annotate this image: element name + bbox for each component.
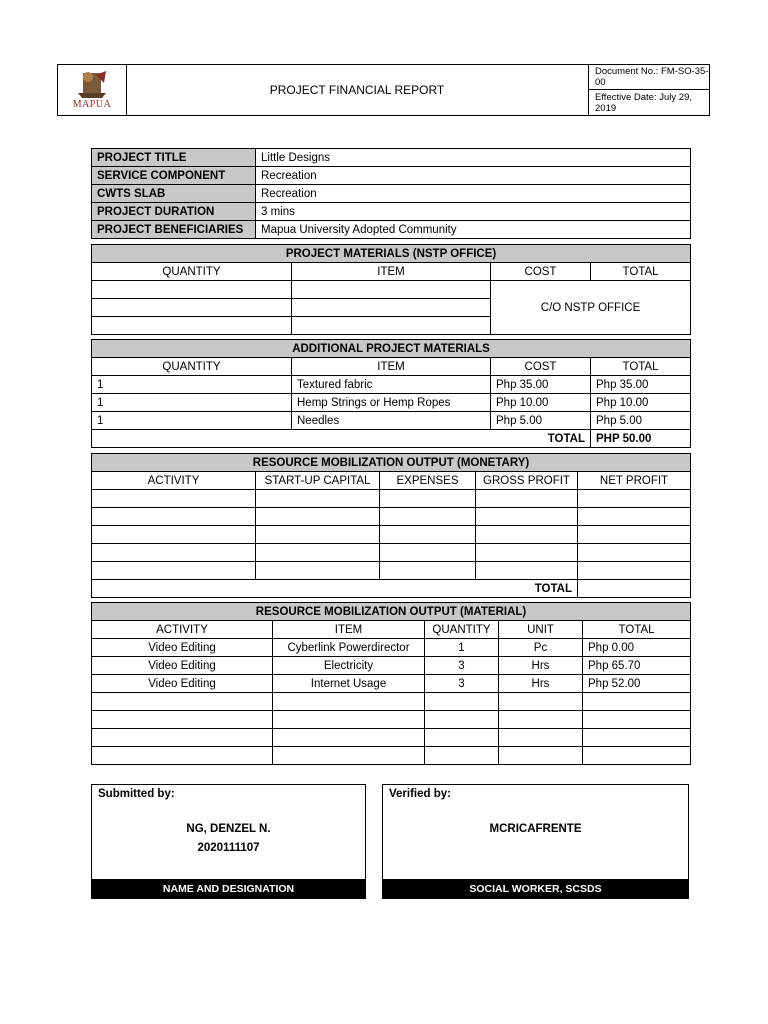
table-row [92,729,691,747]
total-value [578,580,691,598]
table-row [92,562,691,580]
table-row [92,490,691,508]
value-project-title: Little Designs [256,149,691,167]
unit-cell: Hrs [499,675,583,693]
table-cell [292,299,491,317]
column-header: QUANTITY [92,358,292,376]
section-title: RESOURCE MOBILIZATION OUTPUT (MATERIAL) [92,603,691,621]
table-row [92,508,691,526]
column-header: UNIT [499,621,583,639]
activity-cell: Video Editing [92,639,273,657]
table-row [92,747,691,765]
value-service-component: Recreation [256,167,691,185]
item-cell: Internet Usage [273,675,425,693]
table-row [92,412,691,430]
verifier-name: MCRICAFRENTE [489,823,582,835]
cost-cell: Php 10.00 [491,394,591,412]
column-header: ITEM [292,263,491,281]
label-project-duration: PROJECT DURATION [92,203,256,221]
item-cell: Textured fabric [292,376,491,394]
column-header: ITEM [292,358,491,376]
column-header: ITEM [273,621,425,639]
label-project-title: PROJECT TITLE [92,149,256,167]
unit-cell: Pc [499,639,583,657]
submitted-by-box [91,784,366,899]
document-meta [588,65,710,115]
activity-cell: Video Editing [92,675,273,693]
qty-cell: 3 [425,675,499,693]
section-title: ADDITIONAL PROJECT MATERIALS [92,340,691,358]
table-row [92,376,691,394]
item-cell: Cyberlink Powerdirector [273,639,425,657]
table-row [92,394,691,412]
qty-cell: 1 [425,639,499,657]
total-label: TOTAL [92,430,591,448]
column-header: QUANTITY [425,621,499,639]
column-header: TOTAL [591,358,691,376]
report-title: PROJECT FINANCIAL REPORT [269,83,445,97]
section-title: PROJECT MATERIALS (NSTP OFFICE) [92,245,691,263]
table-row [92,526,691,544]
table-cell [292,317,491,335]
table-row [92,639,691,657]
table-row [92,711,691,729]
qty-cell: 1 [92,394,292,412]
total-cell: Php 5.00 [591,412,691,430]
column-header: START-UP CAPITAL [256,472,380,490]
table-cell [292,281,491,299]
submitted-by-label: Submitted by: [98,788,175,800]
table-cell [92,299,292,317]
item-cell: Electricity [273,657,425,675]
total-cell: Php 65.70 [583,657,691,675]
logo [58,65,127,115]
column-header: COST [491,358,591,376]
total-cell: Php 52.00 [583,675,691,693]
label-cwts-slab: CWTS SLAB [92,185,256,203]
activity-cell: Video Editing [92,657,273,675]
logo-text: MAPUA [72,99,112,110]
table-cell [92,281,292,299]
table-row [92,657,691,675]
submitter-name: NG, DENZEL N. [186,823,271,835]
column-header: ACTIVITY [92,621,273,639]
total-cell: Php 0.00 [583,639,691,657]
label-service-component: SERVICE COMPONENT [92,167,256,185]
name-designation-bar: NAME AND DESIGNATION [92,879,365,898]
project-info-table [91,148,691,239]
qty-cell: 1 [92,412,292,430]
verifier-designation-bar: SOCIAL WORKER, SCSDS [383,879,688,898]
column-header: QUANTITY [92,263,292,281]
effective-date: Effective Date: July 29, 2019 [595,91,692,114]
total-value: PHP 50.00 [591,430,691,448]
cost-cell: Php 5.00 [491,412,591,430]
total-label: TOTAL [92,580,578,598]
material-output-table [91,602,691,765]
qty-cell: 1 [92,376,292,394]
total-cell: Php 10.00 [591,394,691,412]
item-cell: Hemp Strings or Hemp Ropes [292,394,491,412]
item-cell: Needles [292,412,491,430]
monetary-output-table [91,453,691,598]
additional-materials-table [91,339,691,448]
nstp-materials-table [91,244,691,335]
column-header: COST [491,263,591,281]
value-project-beneficiaries: Mapua University Adopted Community [256,221,691,239]
column-header: EXPENSES [380,472,476,490]
verified-by-box [382,784,689,899]
table-row [92,675,691,693]
verified-by-label: Verified by: [389,788,451,800]
table-row [92,544,691,562]
unit-cell: Hrs [499,657,583,675]
table-cell [92,317,292,335]
column-header: ACTIVITY [92,472,256,490]
table-row [92,693,691,711]
document-number: Document No.: FM-SO-35-00 [589,65,710,90]
section-title: RESOURCE MOBILIZATION OUTPUT (MONETARY) [92,454,691,472]
qty-cell: 3 [425,657,499,675]
submitter-id: 2020111107 [197,842,260,854]
label-project-beneficiaries: PROJECT BENEFICIARIES [92,221,256,239]
document-header [57,64,710,116]
column-header: TOTAL [583,621,691,639]
total-cell: Php 35.00 [591,376,691,394]
value-cwts-slab: Recreation [256,185,691,203]
nstp-office-note: C/O NSTP OFFICE [491,281,691,335]
column-header: TOTAL [591,263,691,281]
value-project-duration: 3 mins [256,203,691,221]
cost-cell: Php 35.00 [491,376,591,394]
column-header: NET PROFIT [578,472,691,490]
column-header: GROSS PROFIT [476,472,578,490]
